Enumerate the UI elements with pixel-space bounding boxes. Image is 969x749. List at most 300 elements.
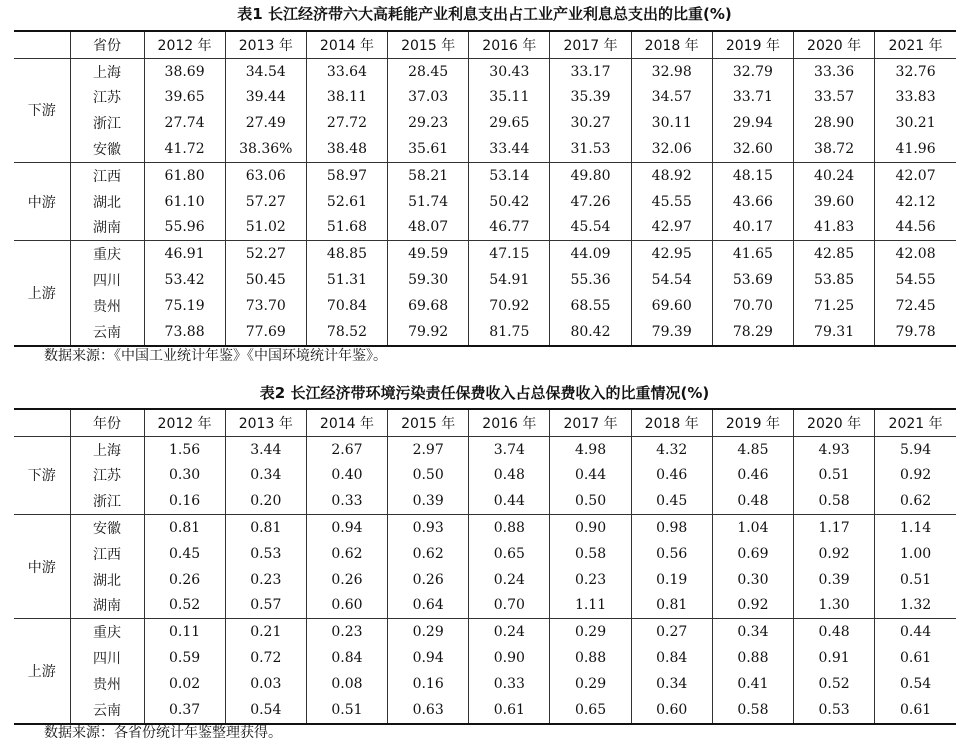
value-cell: 0.84 (306, 645, 387, 671)
year-header-cell: 2013 年 (225, 409, 306, 436)
value-cell: 51.68 (306, 215, 387, 241)
value-cell: 58.21 (388, 162, 469, 188)
province-cell: 云南 (70, 697, 144, 724)
value-cell: 78.29 (712, 319, 793, 346)
value-cell: 38.72 (794, 136, 875, 162)
value-cell: 69.68 (388, 293, 469, 319)
value-cell: 70.84 (306, 293, 387, 319)
value-cell: 52.27 (225, 241, 306, 267)
province-cell: 重庆 (70, 241, 144, 267)
value-cell: 0.54 (225, 697, 306, 724)
value-cell: 0.44 (469, 488, 550, 514)
value-cell: 46.77 (469, 215, 550, 241)
value-cell: 79.92 (388, 319, 469, 346)
value-cell: 0.46 (712, 463, 793, 489)
value-cell: 0.62 (875, 488, 956, 514)
table-row (14, 319, 956, 346)
value-cell: 0.45 (631, 488, 712, 514)
value-cell: 54.91 (469, 267, 550, 293)
value-cell: 73.70 (225, 293, 306, 319)
province-cell: 云南 (70, 319, 144, 346)
value-cell: 0.51 (875, 567, 956, 593)
value-cell: 0.81 (144, 515, 225, 541)
value-cell: 39.60 (794, 189, 875, 215)
province-cell: 安徽 (70, 515, 144, 541)
table-row (14, 567, 956, 593)
value-cell: 35.11 (469, 85, 550, 111)
value-cell: 42.95 (631, 241, 712, 267)
value-cell: 48.07 (388, 215, 469, 241)
value-cell: 33.36 (794, 58, 875, 84)
value-cell: 53.69 (712, 267, 793, 293)
year-header-cell: 2015 年 (388, 409, 469, 436)
table-row (14, 619, 956, 645)
value-cell: 32.06 (631, 136, 712, 162)
value-cell: 0.21 (225, 619, 306, 645)
value-cell: 27.72 (306, 110, 387, 136)
value-cell: 0.63 (388, 697, 469, 724)
table-row (14, 697, 956, 724)
year-header-cell: 2018 年 (631, 409, 712, 436)
value-cell: 35.61 (388, 136, 469, 162)
value-cell: 0.24 (469, 567, 550, 593)
value-cell: 1.00 (875, 541, 956, 567)
value-cell: 28.90 (794, 110, 875, 136)
value-cell: 0.84 (631, 645, 712, 671)
value-cell: 0.94 (388, 645, 469, 671)
value-cell: 0.60 (631, 697, 712, 724)
value-cell: 58.97 (306, 162, 387, 188)
value-cell: 0.98 (631, 515, 712, 541)
value-cell: 0.30 (144, 463, 225, 489)
value-cell: 33.71 (712, 85, 793, 111)
table2-caption: 表2 长江经济带环境污染责任保费收入占总保费收入的比重情况(%) (259, 384, 710, 402)
province-cell: 湖南 (70, 215, 144, 241)
value-cell: 0.92 (794, 541, 875, 567)
table-row (14, 645, 956, 671)
value-cell: 40.17 (712, 215, 793, 241)
province-cell: 安徽 (70, 136, 144, 162)
value-cell: 0.19 (631, 567, 712, 593)
value-cell: 61.80 (144, 162, 225, 188)
value-cell: 0.92 (712, 593, 793, 619)
value-cell: 0.41 (712, 671, 793, 697)
value-cell: 33.44 (469, 136, 550, 162)
value-cell: 0.60 (306, 593, 387, 619)
table-row (14, 241, 956, 267)
value-cell: 0.51 (794, 463, 875, 489)
value-cell: 75.19 (144, 293, 225, 319)
value-cell: 0.81 (225, 515, 306, 541)
header-label-cell: 省份 (70, 31, 144, 58)
value-cell: 79.78 (875, 319, 956, 346)
table-row (14, 162, 956, 188)
value-cell: 50.45 (225, 267, 306, 293)
value-cell: 0.16 (144, 488, 225, 514)
value-cell: 29.65 (469, 110, 550, 136)
value-cell: 0.93 (388, 515, 469, 541)
value-cell: 42.12 (875, 189, 956, 215)
year-header-cell: 2019 年 (712, 409, 793, 436)
year-header-cell: 2014 年 (306, 31, 387, 58)
value-cell: 1.14 (875, 515, 956, 541)
value-cell: 0.46 (631, 463, 712, 489)
value-cell: 4.98 (550, 436, 631, 462)
value-cell: 63.06 (225, 162, 306, 188)
value-cell: 0.92 (875, 463, 956, 489)
value-cell: 1.04 (712, 515, 793, 541)
value-cell: 52.61 (306, 189, 387, 215)
value-cell: 33.57 (794, 85, 875, 111)
year-header-cell: 2017 年 (550, 409, 631, 436)
value-cell: 0.26 (144, 567, 225, 593)
value-cell: 3.44 (225, 436, 306, 462)
value-cell: 3.74 (469, 436, 550, 462)
value-cell: 4.93 (794, 436, 875, 462)
value-cell: 32.60 (712, 136, 793, 162)
value-cell: 0.50 (550, 488, 631, 514)
value-cell: 0.65 (550, 697, 631, 724)
value-cell: 0.90 (469, 645, 550, 671)
value-cell: 27.74 (144, 110, 225, 136)
province-cell: 江西 (70, 162, 144, 188)
value-cell: 70.92 (469, 293, 550, 319)
value-cell: 0.23 (225, 567, 306, 593)
table-row (14, 463, 956, 489)
value-cell: 0.62 (306, 541, 387, 567)
value-cell: 78.52 (306, 319, 387, 346)
value-cell: 44.09 (550, 241, 631, 267)
value-cell: 55.96 (144, 215, 225, 241)
value-cell: 37.03 (388, 85, 469, 111)
value-cell: 0.33 (306, 488, 387, 514)
value-cell: 35.39 (550, 85, 631, 111)
value-cell: 27.49 (225, 110, 306, 136)
table2 (14, 408, 956, 725)
value-cell: 2.67 (306, 436, 387, 462)
province-cell: 上海 (70, 58, 144, 84)
value-cell: 48.92 (631, 162, 712, 188)
year-header-cell: 2020 年 (794, 31, 875, 58)
value-cell: 53.42 (144, 267, 225, 293)
value-cell: 0.48 (469, 463, 550, 489)
value-cell: 43.66 (712, 189, 793, 215)
region-cell: 中游 (14, 162, 70, 240)
header-row (14, 31, 956, 58)
value-cell: 0.29 (550, 619, 631, 645)
value-cell: 73.88 (144, 319, 225, 346)
value-cell: 44.56 (875, 215, 956, 241)
value-cell: 77.69 (225, 319, 306, 346)
value-cell: 34.54 (225, 58, 306, 84)
value-cell: 0.58 (712, 697, 793, 724)
value-cell: 42.08 (875, 241, 956, 267)
year-header-cell: 2014 年 (306, 409, 387, 436)
value-cell: 0.23 (550, 567, 631, 593)
table-row (14, 110, 956, 136)
value-cell: 0.34 (225, 463, 306, 489)
value-cell: 0.65 (469, 541, 550, 567)
value-cell: 41.96 (875, 136, 956, 162)
value-cell: 0.64 (388, 593, 469, 619)
value-cell: 39.44 (225, 85, 306, 111)
province-cell: 湖北 (70, 189, 144, 215)
value-cell: 0.34 (631, 671, 712, 697)
value-cell: 0.52 (144, 593, 225, 619)
value-cell: 38.36% (225, 136, 306, 162)
table-row (14, 436, 956, 462)
year-header-cell: 2020 年 (794, 409, 875, 436)
value-cell: 0.39 (388, 488, 469, 514)
value-cell: 5.94 (875, 436, 956, 462)
value-cell: 42.07 (875, 162, 956, 188)
value-cell: 0.81 (631, 593, 712, 619)
value-cell: 0.08 (306, 671, 387, 697)
year-header-cell: 2015 年 (388, 31, 469, 58)
value-cell: 53.85 (794, 267, 875, 293)
header-row (14, 409, 956, 436)
value-cell: 0.90 (550, 515, 631, 541)
value-cell: 59.30 (388, 267, 469, 293)
value-cell: 81.75 (469, 319, 550, 346)
table-row (14, 58, 956, 84)
value-cell: 33.83 (875, 85, 956, 111)
province-cell: 江西 (70, 541, 144, 567)
value-cell: 41.65 (712, 241, 793, 267)
value-cell: 0.29 (388, 619, 469, 645)
value-cell: 0.58 (550, 541, 631, 567)
table-row (14, 85, 956, 111)
value-cell: 0.44 (875, 619, 956, 645)
region-cell: 中游 (14, 515, 70, 619)
year-header-cell: 2013 年 (225, 31, 306, 58)
value-cell: 0.44 (550, 463, 631, 489)
value-cell: 0.34 (712, 619, 793, 645)
value-cell: 0.20 (225, 488, 306, 514)
value-cell: 29.94 (712, 110, 793, 136)
value-cell: 0.72 (225, 645, 306, 671)
value-cell: 0.56 (631, 541, 712, 567)
value-cell: 1.17 (794, 515, 875, 541)
value-cell: 33.64 (306, 58, 387, 84)
value-cell: 0.16 (388, 671, 469, 697)
value-cell: 0.53 (225, 541, 306, 567)
value-cell: 0.88 (550, 645, 631, 671)
year-header-cell: 2012 年 (144, 409, 225, 436)
value-cell: 0.11 (144, 619, 225, 645)
value-cell: 47.15 (469, 241, 550, 267)
value-cell: 57.27 (225, 189, 306, 215)
region-cell: 下游 (14, 436, 70, 514)
value-cell: 0.58 (794, 488, 875, 514)
header-corner-cell (14, 409, 70, 436)
table-row (14, 541, 956, 567)
value-cell: 0.48 (712, 488, 793, 514)
value-cell: 0.30 (712, 567, 793, 593)
value-cell: 0.23 (306, 619, 387, 645)
table-row (14, 215, 956, 241)
value-cell: 32.98 (631, 58, 712, 84)
value-cell: 0.61 (875, 697, 956, 724)
province-cell: 四川 (70, 267, 144, 293)
year-header-cell: 2017 年 (550, 31, 631, 58)
value-cell: 34.57 (631, 85, 712, 111)
value-cell: 45.55 (631, 189, 712, 215)
value-cell: 33.17 (550, 58, 631, 84)
value-cell: 0.61 (469, 697, 550, 724)
value-cell: 68.55 (550, 293, 631, 319)
value-cell: 54.54 (631, 267, 712, 293)
value-cell: 0.24 (469, 619, 550, 645)
table-row (14, 136, 956, 162)
table-row (14, 488, 956, 514)
value-cell: 38.11 (306, 85, 387, 111)
value-cell: 0.48 (794, 619, 875, 645)
value-cell: 0.59 (144, 645, 225, 671)
table-row (14, 593, 956, 619)
value-cell: 4.85 (712, 436, 793, 462)
value-cell: 1.32 (875, 593, 956, 619)
value-cell: 61.10 (144, 189, 225, 215)
value-cell: 69.60 (631, 293, 712, 319)
province-cell: 江苏 (70, 85, 144, 111)
value-cell: 0.61 (875, 645, 956, 671)
region-cell: 下游 (14, 58, 70, 162)
value-cell: 28.45 (388, 58, 469, 84)
header-label-cell: 年份 (70, 409, 144, 436)
province-cell: 江苏 (70, 463, 144, 489)
value-cell: 41.72 (144, 136, 225, 162)
value-cell: 51.31 (306, 267, 387, 293)
value-cell: 2.97 (388, 436, 469, 462)
value-cell: 71.25 (794, 293, 875, 319)
value-cell: 1.30 (794, 593, 875, 619)
value-cell: 48.85 (306, 241, 387, 267)
value-cell: 0.45 (144, 541, 225, 567)
value-cell: 0.69 (712, 541, 793, 567)
value-cell: 38.69 (144, 58, 225, 84)
value-cell: 1.11 (550, 593, 631, 619)
value-cell: 0.40 (306, 463, 387, 489)
value-cell: 79.39 (631, 319, 712, 346)
value-cell: 4.32 (631, 436, 712, 462)
value-cell: 0.39 (794, 567, 875, 593)
value-cell: 0.57 (225, 593, 306, 619)
value-cell: 0.26 (306, 567, 387, 593)
table1-caption: 表1 长江经济带六大高耗能产业利息支出占工业产业利息总支出的比重(%) (237, 5, 732, 23)
province-cell: 重庆 (70, 619, 144, 645)
value-cell: 42.85 (794, 241, 875, 267)
value-cell: 0.50 (388, 463, 469, 489)
value-cell: 0.33 (469, 671, 550, 697)
table1-source-note: 数据来源：《中国工业统计年鉴》《中国环境统计年鉴》。 (44, 348, 387, 364)
value-cell: 0.62 (388, 541, 469, 567)
value-cell: 30.43 (469, 58, 550, 84)
value-cell: 46.91 (144, 241, 225, 267)
province-cell: 浙江 (70, 488, 144, 514)
value-cell: 1.56 (144, 436, 225, 462)
region-cell: 上游 (14, 241, 70, 346)
year-header-cell: 2016 年 (469, 409, 550, 436)
year-header-cell: 2021 年 (875, 31, 956, 58)
value-cell: 0.94 (306, 515, 387, 541)
province-cell: 四川 (70, 645, 144, 671)
table-row (14, 671, 956, 697)
value-cell: 30.11 (631, 110, 712, 136)
year-header-cell: 2021 年 (875, 409, 956, 436)
value-cell: 72.45 (875, 293, 956, 319)
value-cell: 51.74 (388, 189, 469, 215)
table-row (14, 267, 956, 293)
table-row (14, 189, 956, 215)
value-cell: 0.27 (631, 619, 712, 645)
value-cell: 42.97 (631, 215, 712, 241)
value-cell: 48.15 (712, 162, 793, 188)
value-cell: 0.29 (550, 671, 631, 697)
value-cell: 0.02 (144, 671, 225, 697)
value-cell: 0.03 (225, 671, 306, 697)
header-corner-cell (14, 31, 70, 58)
province-cell: 浙江 (70, 110, 144, 136)
value-cell: 0.26 (388, 567, 469, 593)
value-cell: 0.53 (794, 697, 875, 724)
value-cell: 70.70 (712, 293, 793, 319)
value-cell: 41.83 (794, 215, 875, 241)
value-cell: 0.54 (875, 671, 956, 697)
value-cell: 49.59 (388, 241, 469, 267)
value-cell: 39.65 (144, 85, 225, 111)
table2-source-note: 数据来源：各省份统计年鉴整理获得。 (44, 725, 282, 741)
value-cell: 31.53 (550, 136, 631, 162)
value-cell: 0.91 (794, 645, 875, 671)
province-cell: 贵州 (70, 671, 144, 697)
table-row (14, 515, 956, 541)
value-cell: 50.42 (469, 189, 550, 215)
year-header-cell: 2018 年 (631, 31, 712, 58)
value-cell: 32.76 (875, 58, 956, 84)
value-cell: 0.52 (794, 671, 875, 697)
value-cell: 54.55 (875, 267, 956, 293)
value-cell: 47.26 (550, 189, 631, 215)
province-cell: 上海 (70, 436, 144, 462)
value-cell: 29.23 (388, 110, 469, 136)
value-cell: 30.27 (550, 110, 631, 136)
value-cell: 30.21 (875, 110, 956, 136)
province-cell: 湖北 (70, 567, 144, 593)
value-cell: 55.36 (550, 267, 631, 293)
province-cell: 贵州 (70, 293, 144, 319)
table1 (14, 30, 956, 347)
year-header-cell: 2012 年 (144, 31, 225, 58)
value-cell: 45.54 (550, 215, 631, 241)
value-cell: 51.02 (225, 215, 306, 241)
year-header-cell: 2019 年 (712, 31, 793, 58)
value-cell: 0.70 (469, 593, 550, 619)
value-cell: 80.42 (550, 319, 631, 346)
table-row (14, 293, 956, 319)
value-cell: 0.88 (469, 515, 550, 541)
value-cell: 38.48 (306, 136, 387, 162)
value-cell: 49.80 (550, 162, 631, 188)
value-cell: 79.31 (794, 319, 875, 346)
value-cell: 53.14 (469, 162, 550, 188)
value-cell: 32.79 (712, 58, 793, 84)
value-cell: 0.37 (144, 697, 225, 724)
value-cell: 0.51 (306, 697, 387, 724)
value-cell: 0.88 (712, 645, 793, 671)
value-cell: 40.24 (794, 162, 875, 188)
province-cell: 湖南 (70, 593, 144, 619)
